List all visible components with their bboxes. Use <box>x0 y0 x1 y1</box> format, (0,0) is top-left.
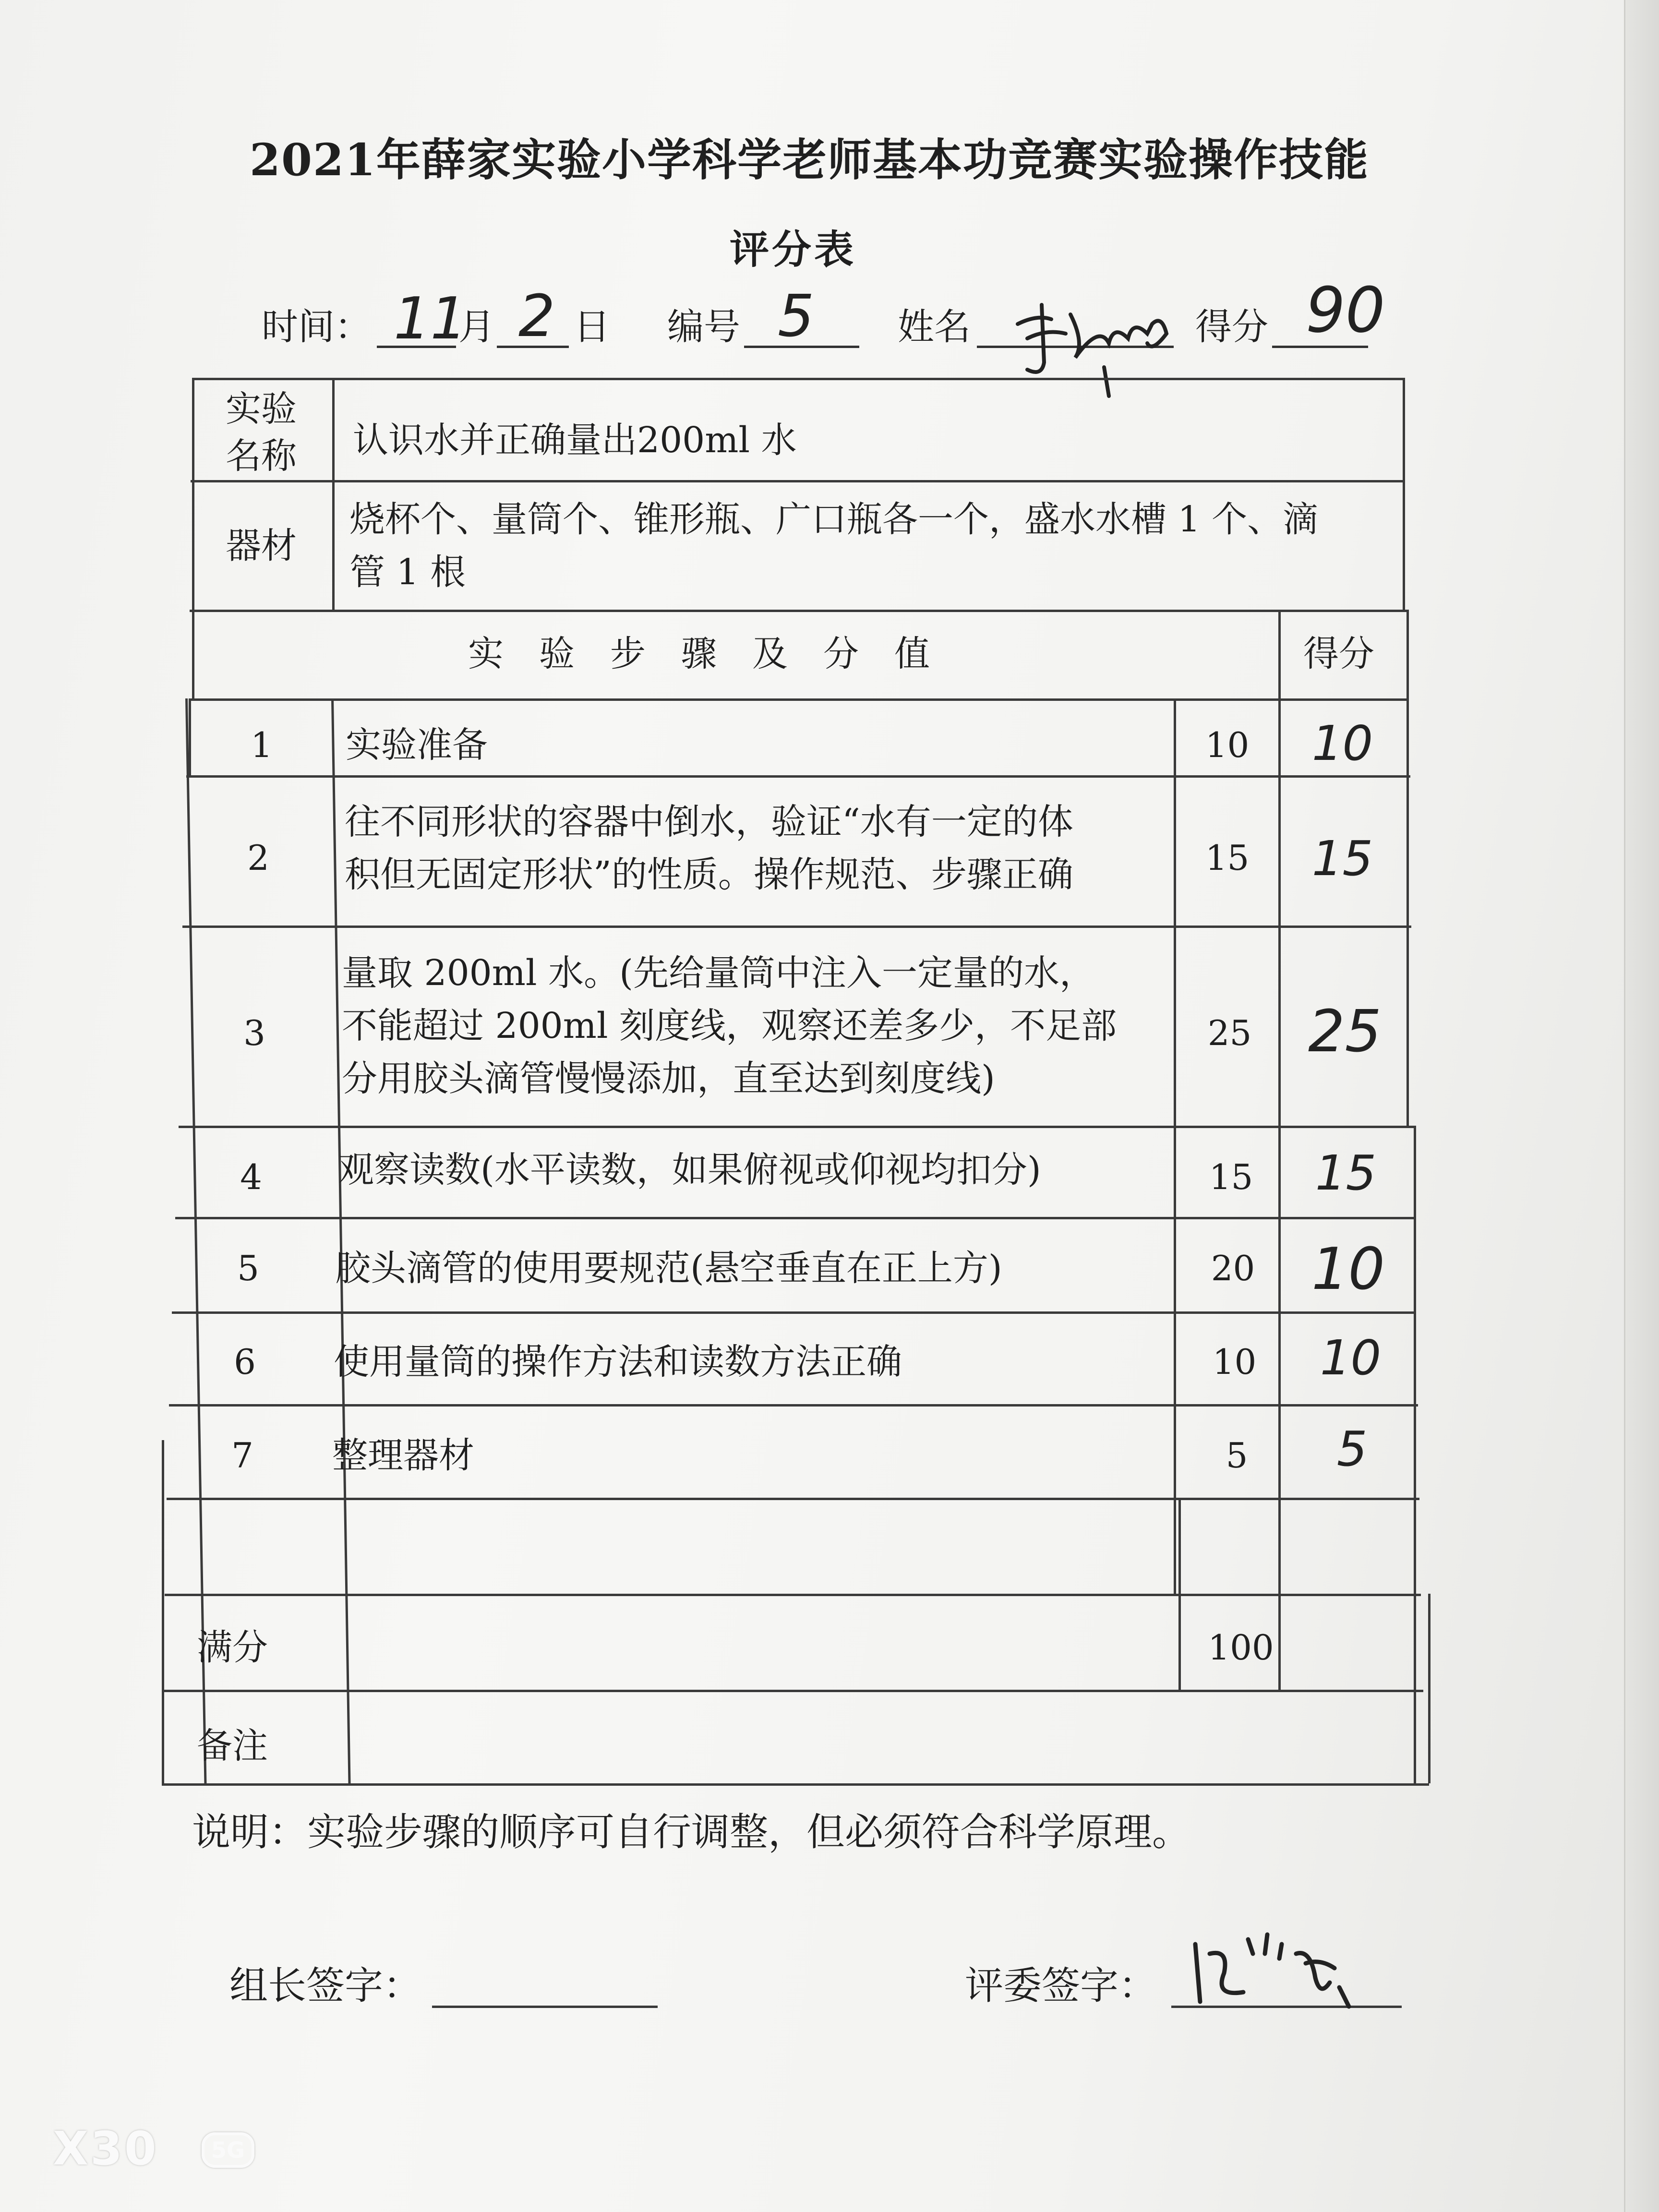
step-points: 10 <box>1212 1342 1257 1382</box>
number-label: 编号 <box>667 305 740 348</box>
leader-sign-label: 组长签字： <box>229 1963 421 2008</box>
score-label: 得分 <box>1195 305 1268 348</box>
step-description-line-3: 分用胶头滴管慢慢添加，直至达到刻度线) <box>342 1058 995 1099</box>
time-label: 时间： <box>262 305 371 348</box>
name-label: 姓名 <box>898 305 971 348</box>
judge-sign-label: 评委签字： <box>965 1963 1157 2008</box>
step-description: 实验准备 <box>346 724 488 766</box>
step-number: 6 <box>234 1342 256 1382</box>
number-value: 5 <box>778 283 815 350</box>
document-subtitle: 评分表 <box>730 227 857 273</box>
step-description-line-1: 往不同形状的容器中倒水，验证“水有一定的体 <box>345 801 1073 842</box>
document-title: 2021年薛家实验小学科学老师基本功竞赛实验操作技能 <box>250 134 1370 186</box>
full-score-label: 满分 <box>197 1627 268 1668</box>
score-value: 90 <box>1306 274 1385 347</box>
steps-header: 实 验 步 骤 及 分 值 <box>468 633 930 674</box>
camera-model-watermark: X30 <box>53 2122 158 2176</box>
step-description-line-2: 积但无固定形状”的性质。操作规范、步骤正确 <box>345 854 1073 895</box>
step-description: 使用量筒的操作方法和读数方法正确 <box>334 1341 902 1382</box>
equipment-value-line-2: 管 1 根 <box>349 552 466 593</box>
step-number: 3 <box>243 1013 265 1053</box>
remarks-label: 备注 <box>197 1725 268 1767</box>
step-points: 25 <box>1207 1013 1252 1053</box>
page-edge <box>1624 0 1659 2212</box>
name-signature-icon <box>1008 286 1190 401</box>
full-score-value: 100 <box>1208 1627 1274 1668</box>
month-label: 月 <box>458 305 495 348</box>
experiment-name-value: 认识水并正确量出200ml 水 <box>353 420 797 461</box>
experiment-name-label-1: 实验 <box>226 388 297 430</box>
step-number: 5 <box>237 1248 259 1288</box>
step-score: 10 <box>1311 715 1373 771</box>
step-score: 15 <box>1315 1145 1377 1201</box>
experiment-name-label-2: 名称 <box>226 435 297 477</box>
leader-sign-line <box>432 2006 658 2008</box>
step-description-line-2: 不能超过 200ml 刻度线，观察还差多少，不足部 <box>342 1005 1117 1046</box>
day-value: 2 <box>518 283 555 350</box>
step-score: 5 <box>1336 1421 1368 1477</box>
day-label: 日 <box>574 305 610 348</box>
step-number: 1 <box>251 725 273 765</box>
step-score: 10 <box>1311 1236 1385 1303</box>
step-points: 10 <box>1205 725 1250 765</box>
equipment-value-line-1: 烧杯个、量筒个、锥形瓶、广口瓶各一个，盛水水槽 1 个、滴 <box>349 499 1319 540</box>
step-description: 胶头滴管的使用要规范(悬空垂直在正上方) <box>335 1248 1002 1289</box>
step-score: 15 <box>1311 830 1373 887</box>
step-description: 观察读数(水平读数，如果俯视或仰视均扣分) <box>338 1149 1041 1190</box>
step-description: 整理器材 <box>332 1435 474 1476</box>
step-number: 7 <box>231 1435 253 1476</box>
equipment-label: 器材 <box>226 525 297 566</box>
network-badge: 5G <box>202 2132 254 2168</box>
step-score: 10 <box>1320 1330 1382 1386</box>
step-points: 15 <box>1209 1157 1253 1197</box>
step-description-line-1: 量取 200ml 水。(先给量筒中注入一定量的水， <box>342 952 1095 994</box>
step-number: 2 <box>247 838 269 878</box>
step-points: 15 <box>1205 838 1250 878</box>
footer-note: 说明：实验步骤的顺序可自行调整，但必须符合科学原理。 <box>192 1810 1190 1854</box>
score-header: 得分 <box>1303 633 1374 674</box>
step-points: 5 <box>1226 1435 1248 1476</box>
month-value: 11 <box>394 286 467 352</box>
step-score: 25 <box>1308 998 1382 1065</box>
judge-signature-icon <box>1186 1925 1397 2011</box>
step-number: 4 <box>240 1157 262 1197</box>
step-points: 20 <box>1211 1248 1255 1288</box>
